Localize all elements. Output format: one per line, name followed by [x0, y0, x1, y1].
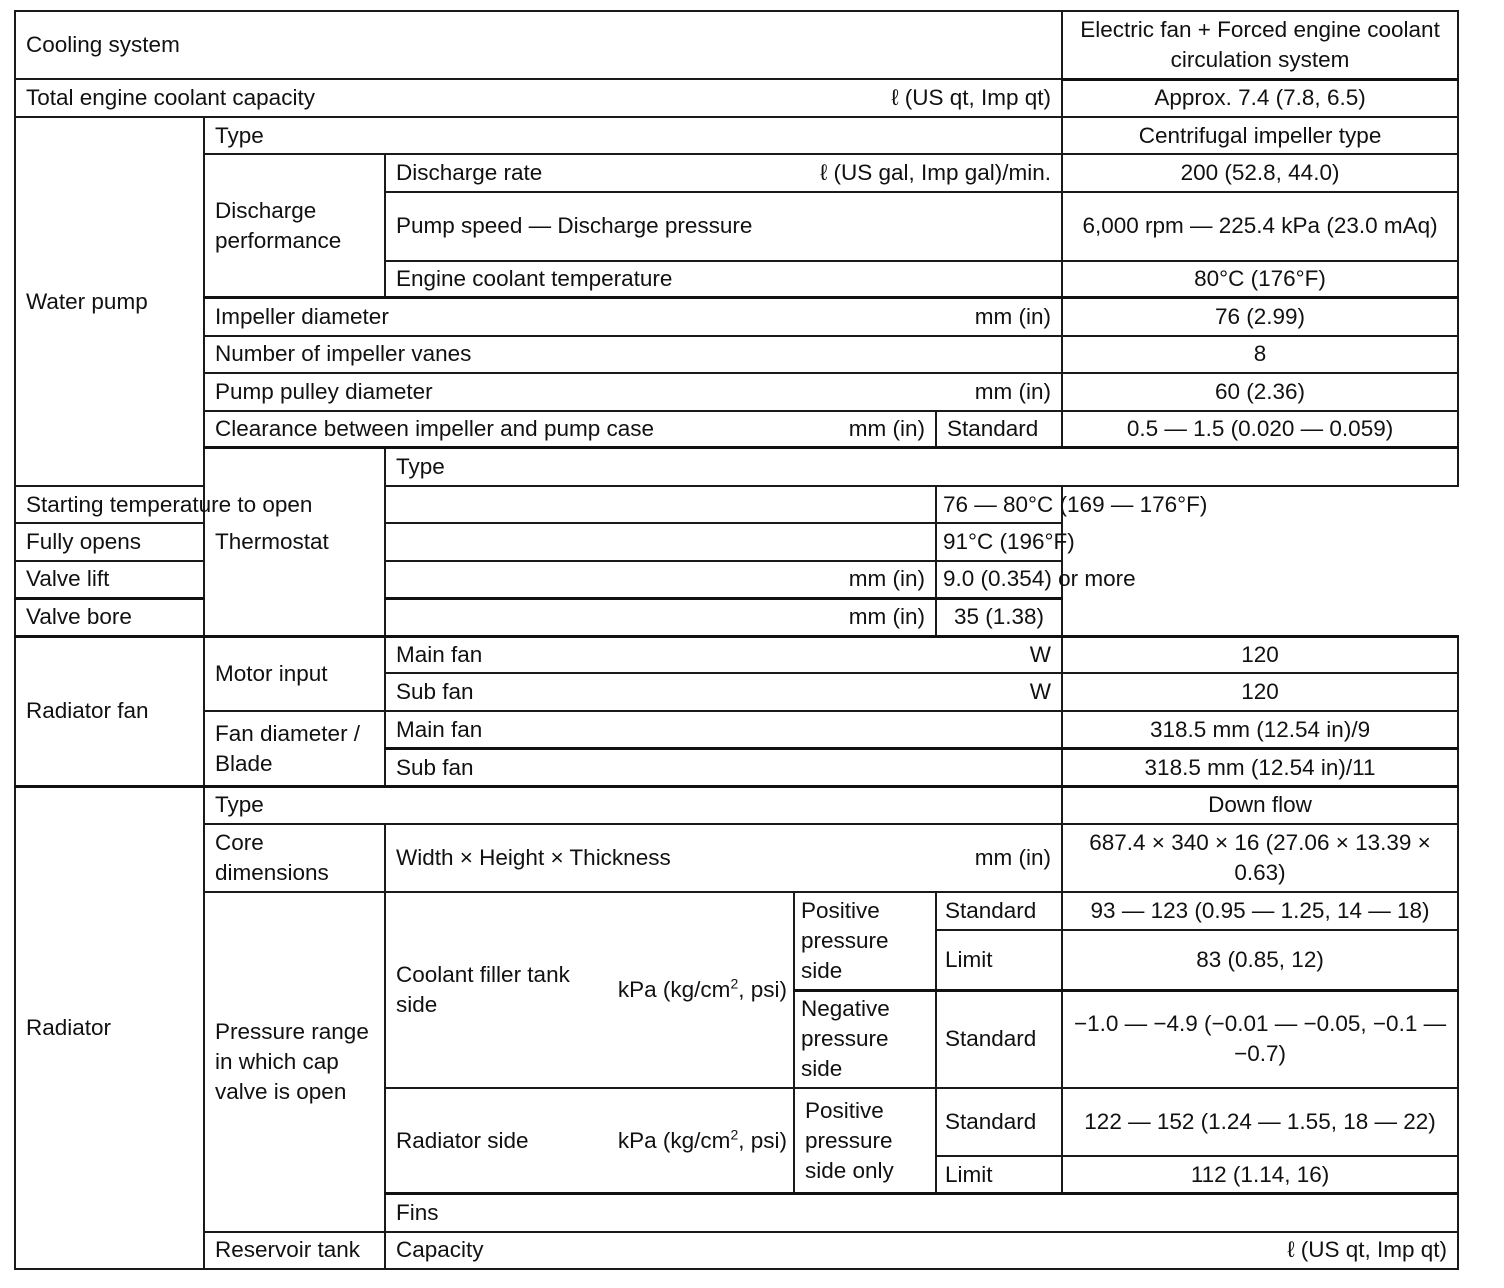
motor-sub-unit: W: [1029, 679, 1052, 705]
start-temp-label: Starting temperature to open: [15, 486, 936, 523]
valve-lift-label: Valve lift: [26, 566, 110, 592]
filler-pressure-unit: [618, 975, 787, 1005]
fan-diameter-label: Fan diameter / Blade: [204, 711, 385, 786]
vanes-label: Number of impeller vanes: [204, 336, 1062, 373]
clearance-value: 0.5 — 1.5 (0.020 — 0.059): [1062, 411, 1458, 448]
valve-bore-row: [15, 598, 936, 636]
fully-opens-label: Fully opens: [15, 523, 936, 561]
pulley-label: Pump pulley diameter: [215, 378, 433, 404]
start-temp-value: 76 — 80°C (169 — 176°F): [936, 486, 1062, 523]
positive-only-label: Positive pressure side only: [794, 1088, 936, 1193]
coolant-temp-label: Engine coolant temperature: [385, 261, 1062, 298]
discharge-rate-label: Discharge rate: [396, 160, 543, 186]
clearance-unit: mm (in): [848, 416, 925, 442]
motor-input-label: Motor input: [204, 636, 385, 711]
impeller-diameter-label: Impeller diameter: [215, 303, 389, 329]
diameter-sub-label: Sub fan: [385, 749, 1062, 787]
radiator-fan-label: Radiator fan: [15, 636, 204, 786]
valve-bore-unit: mm (in): [848, 604, 925, 630]
water-pump-type-label: Type: [204, 117, 1062, 154]
radiator-unit-main: kPa (kg/cm: [617, 1127, 731, 1153]
fully-opens-value: 91°C (196°F): [936, 523, 1062, 561]
motor-sub-label: Sub fan: [396, 679, 474, 705]
filler-pos-limit-label: Limit: [936, 930, 1062, 990]
filler-positive-side-label: Positive pressure side: [794, 892, 936, 990]
total-capacity-row: [15, 79, 1062, 117]
cooling-system-label: Cooling system: [15, 11, 1062, 79]
vanes-value: 8: [1062, 336, 1458, 373]
discharge-rate-value: 200 (52.8, 44.0): [1062, 154, 1458, 192]
valve-lift-value: 9.0 (0.354) or more: [936, 561, 1062, 598]
core-dimensions-row: [385, 824, 1062, 892]
filler-unit-end: , psi): [738, 977, 787, 1003]
impeller-diameter-value: 76 (2.99): [1062, 298, 1458, 336]
motor-sub-row: [385, 673, 1062, 711]
pulley-row: [204, 373, 1062, 411]
filler-unit-sup: 2: [730, 975, 739, 992]
total-capacity-unit: ℓ (US qt, Imp qt): [891, 85, 1052, 111]
valve-lift-row: [15, 561, 936, 598]
total-capacity-value: Approx. 7.4 (7.8, 6.5): [1062, 79, 1458, 117]
discharge-rate-unit: ℓ (US gal, Imp gal)/min.: [819, 160, 1052, 186]
clearance-row: [204, 411, 936, 448]
radiator-side-label: Radiator side: [396, 1127, 529, 1153]
radiator-side-cell: [385, 1088, 794, 1193]
motor-main-label: Main fan: [396, 642, 483, 668]
reservoir-capacity-row: [385, 1232, 1458, 1269]
reservoir-capacity-label: Capacity: [396, 1237, 484, 1263]
fins-label: Fins: [385, 1194, 1458, 1232]
core-dimensions-unit: mm (in): [974, 844, 1052, 870]
cooling-system-spec-table: [14, 10, 1459, 1270]
reservoir-label: Reservoir tank: [204, 1232, 385, 1269]
motor-sub-value: 120: [1062, 673, 1458, 711]
filler-neg-standard-value: −1.0 — −4.9 (−0.01 — −0.05, −0.1 — −0.7): [1062, 990, 1458, 1088]
core-dimensions-label: Core dimensions: [204, 824, 385, 892]
pump-speed-value: 6,000 rpm — 225.4 kPa (23.0 mAq): [1062, 192, 1458, 260]
radiator-unit-sup: 2: [730, 1126, 739, 1143]
filler-neg-standard-label: Standard: [936, 990, 1062, 1088]
radiator-unit-end: , psi): [738, 1127, 787, 1153]
radiator-type-label: Type: [204, 787, 1062, 824]
water-pump-type-value: Centrifugal impeller type: [1062, 117, 1458, 154]
impeller-diameter-row: [204, 298, 1062, 336]
pressure-range-label: Pressure range in which cap valve is open: [204, 892, 385, 1232]
filler-pos-limit-value: 83 (0.85, 12): [1062, 930, 1458, 990]
filler-pos-standard-value: 93 — 123 (0.95 — 1.25, 14 — 18): [1062, 892, 1458, 930]
thermostat-label: Thermostat: [204, 448, 385, 636]
clearance-standard-label: Standard: [936, 411, 1062, 448]
valve-bore-value: 35 (1.38): [936, 598, 1062, 636]
rad-limit-label: Limit: [936, 1156, 1062, 1193]
thermostat-type-label: Type: [385, 448, 1458, 486]
water-pump-label: Water pump: [15, 117, 204, 486]
discharge-performance-label: Discharge performance: [204, 154, 385, 297]
rad-limit-value: 112 (1.14, 16): [1062, 1156, 1458, 1193]
filler-negative-side-label: Negative pressure side: [794, 990, 936, 1088]
impeller-diameter-unit: mm (in): [974, 303, 1052, 329]
motor-main-row: [385, 636, 1062, 673]
valve-lift-unit: mm (in): [848, 566, 925, 592]
motor-main-unit: W: [1029, 642, 1052, 668]
diameter-main-label: Main fan: [385, 711, 1062, 748]
radiator-pressure-unit: [618, 1126, 787, 1156]
diameter-sub-value: 318.5 mm (12.54 in)/11: [1062, 749, 1458, 787]
diameter-main-value: 318.5 mm (12.54 in)/9: [1062, 711, 1458, 748]
rad-standard-value: 122 — 152 (1.24 — 1.55, 18 — 22): [1062, 1088, 1458, 1156]
filler-pos-standard-label: Standard: [936, 892, 1062, 930]
valve-bore-label: Valve bore: [26, 604, 132, 630]
motor-main-value: 120: [1062, 636, 1458, 673]
filler-tank-label: Coolant filler tank side: [396, 962, 570, 1018]
core-dimensions-value: 687.4 × 340 × 16 (27.06 × 13.39 × 0.63): [1062, 824, 1458, 892]
radiator-label: Radiator: [15, 787, 204, 1269]
filler-tank-cell: [385, 892, 794, 1088]
coolant-temp-value: 80°C (176°F): [1062, 261, 1458, 298]
pump-speed-label: Pump speed — Discharge pressure: [385, 192, 1062, 260]
total-capacity-label: Total engine coolant capacity: [26, 85, 315, 111]
cooling-system-value: Electric fan + Forced engine coolant circulation system: [1062, 11, 1458, 79]
radiator-type-value: Down flow: [1062, 787, 1458, 824]
filler-unit-main: kPa (kg/cm: [617, 977, 731, 1003]
reservoir-capacity-unit: ℓ (US qt, Imp qt): [1287, 1237, 1448, 1263]
clearance-label: Clearance between impeller and pump case: [215, 416, 655, 442]
discharge-rate-row: [385, 154, 1062, 192]
pulley-value: 60 (2.36): [1062, 373, 1458, 411]
pulley-unit: mm (in): [974, 378, 1052, 404]
rad-standard-label: Standard: [936, 1088, 1062, 1156]
core-dimensions-sub: Width × Height × Thickness: [396, 844, 671, 870]
